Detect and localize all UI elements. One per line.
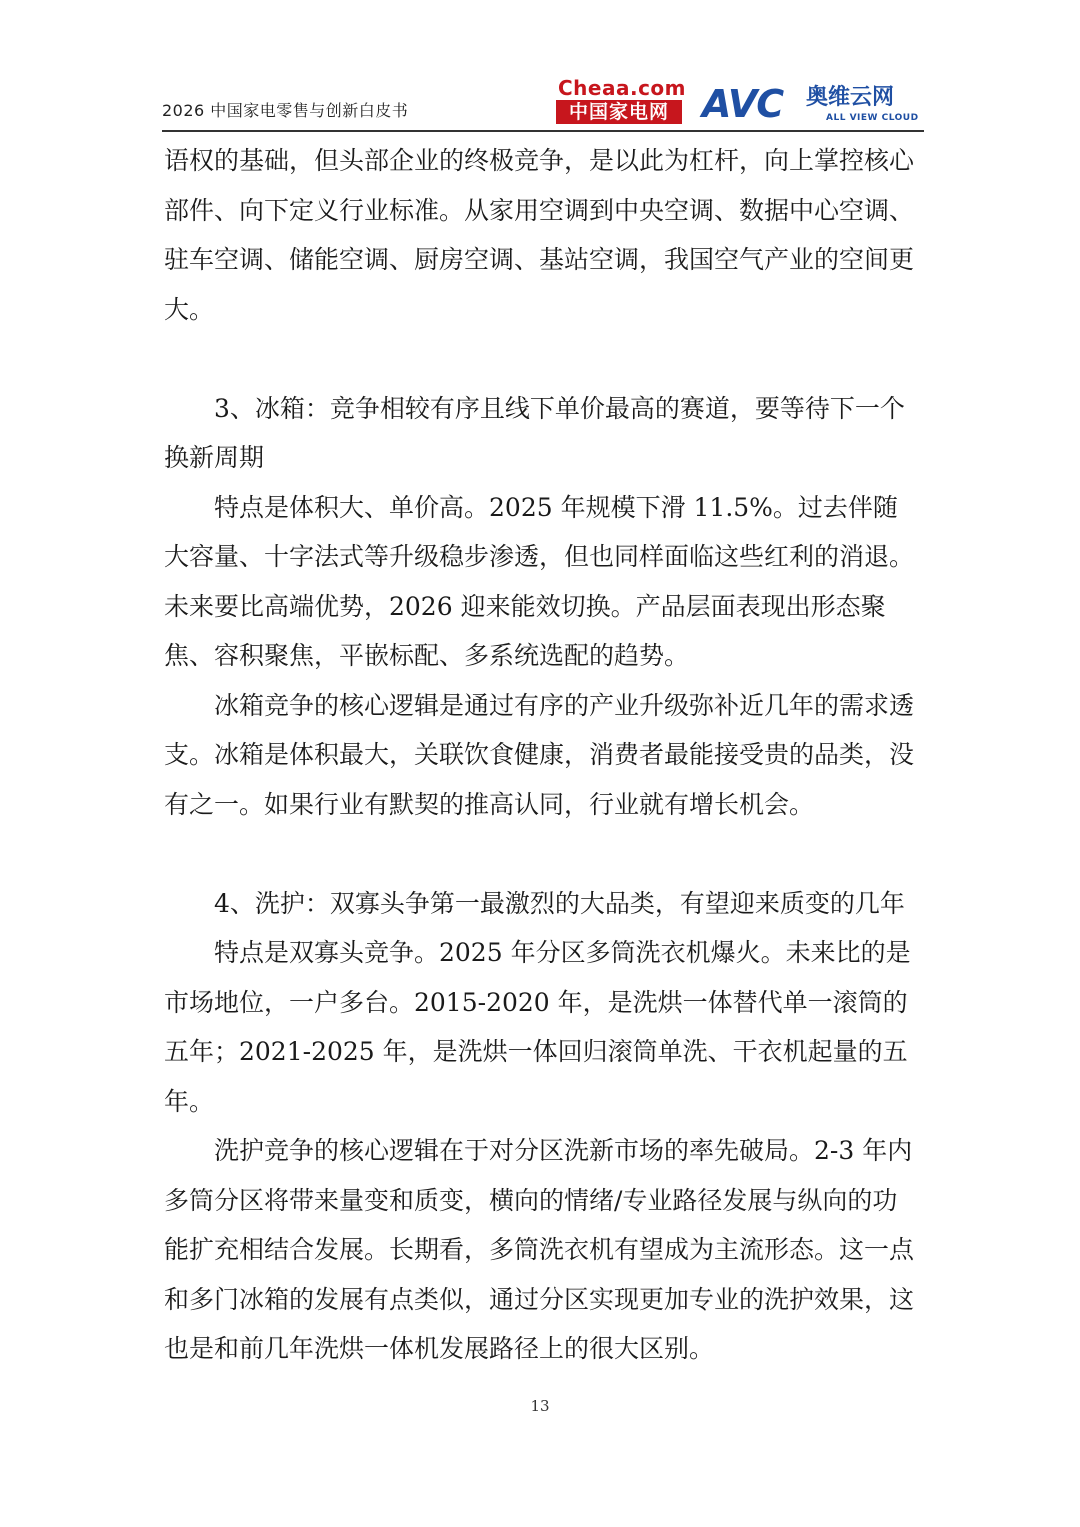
avc-logo <box>702 84 924 128</box>
cheaa-logo <box>556 76 687 128</box>
avc-logo-chinese: 奥维云网 <box>806 85 895 110</box>
page-header <box>162 74 924 130</box>
cheaa-logo-text: Cheaa.com <box>558 76 687 100</box>
paragraph-laundry-logic: 洗护竞争的核心逻辑在于对分区洗新市场的率先破局。2-3 年内多筒分区将带来量变和质变，横向的情绪/专业路径发展与纵向的功能扩充相结合发展。长期看，多筒洗衣机有望成为主流形态。这一点和多门冰箱的发展有点类似，通过分区实现更加专业的洗护效果，这也是和前几年洗烘一体机发展路径上的很大区别。 <box>164 1136 915 1363</box>
paragraph-laundry-features: 特点是双寡头竞争。2025 年分区多筒洗衣机爆火。未来比的是市场地位，一户多台。2015-2020 年，是洗烘一体替代单一滚筒的五年；2021-2025 年，是洗烘一体回归滚筒单洗、干衣机起量的五年。 <box>164 938 911 1116</box>
avc-logo-mark: AVC <box>702 82 784 126</box>
paragraph-refrigerator-features: 特点是体积大、单价高。2025 年规模下滑 11.5%。过去伴随大容量、十字法式等升级稳步渗透，但也同样面临这些红利的消退。未来要比高端优势，2026 迎来能效切换。产品层面表现出形态聚焦、容积聚焦，平嵌标配、多系统选配的趋势。 <box>164 492 915 670</box>
page-number: 13 <box>530 1397 550 1415</box>
section-heading-refrigerator: 3、冰箱：竞争相较有序且线下单价最高的赛道，要等待下一个换新周期 <box>164 393 905 472</box>
page-content <box>164 136 919 1374</box>
header-title: 2026 中国家电零售与创新白皮书 <box>162 101 409 120</box>
avc-logo-english: ALL VIEW CLOUD <box>826 113 919 123</box>
paragraph-refrigerator-logic: 冰箱竞争的核心逻辑是通过有序的产业升级弥补近几年的需求透支。冰箱是体积最大，关联饮食健康，消费者最能接受贵的品类，没有之一。如果行业有默契的推高认同，行业就有增长机会。 <box>164 690 915 819</box>
section-heading-laundry: 4、洗护：双寡头争第一最激烈的大品类，有望迎来质变的几年 <box>214 888 905 918</box>
cheaa-logo-banner: 中国家电网 <box>556 100 682 124</box>
paragraph-continuation: 语权的基础，但头部企业的终极竞争，是以此为杠杆，向上掌控核心部件、向下定义行业标准。从家用空调到中央空调、数据中心空调、驻车空调、储能空调、厨房空调、基站空调，我国空气产业的空间更大。 <box>164 146 915 324</box>
header-divider <box>162 130 924 132</box>
